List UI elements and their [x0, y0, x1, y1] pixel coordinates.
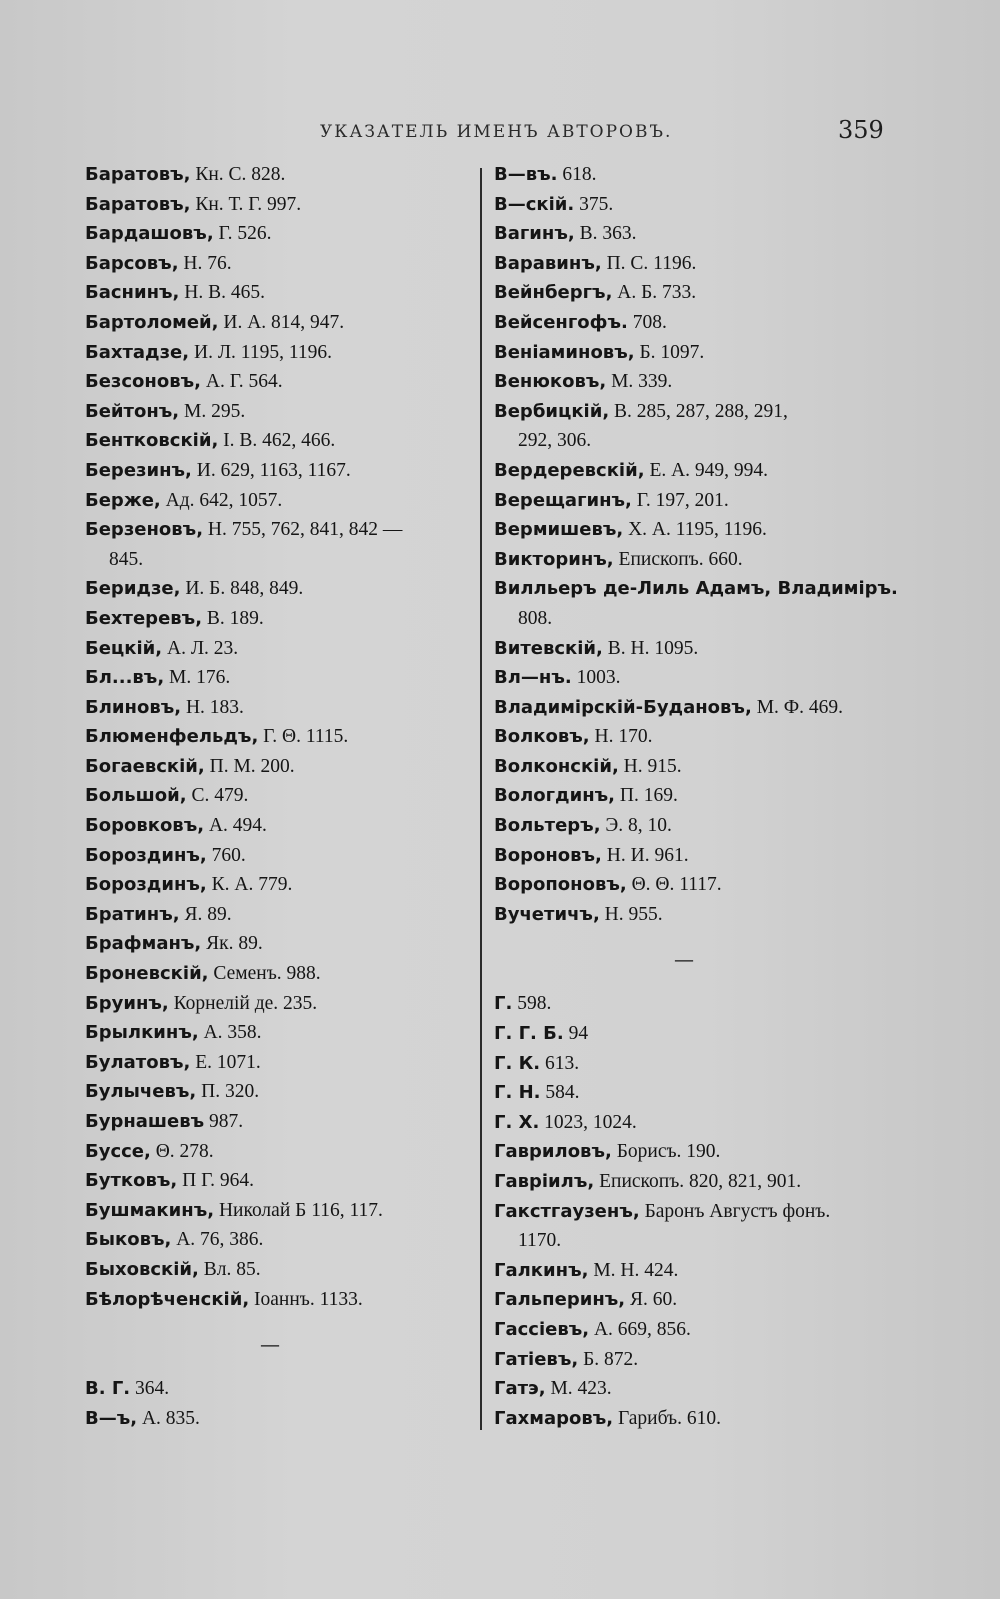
index-entry [494, 456, 914, 486]
author-name: Блюменфельдъ, [85, 726, 259, 748]
author-name: Гальперинъ, [494, 1289, 626, 1311]
entry-continuation: 808. [518, 607, 553, 629]
index-entry [85, 663, 480, 693]
entry-continuation: 292, 306. [518, 430, 592, 452]
author-name: Булычевъ, [85, 1081, 197, 1103]
page-references: М. 176. [164, 667, 231, 689]
page-references: 364. [130, 1378, 170, 1400]
page-references: С. 479. [186, 785, 249, 807]
page-references: Ад. 642, 1057. [160, 489, 283, 511]
index-entry [494, 367, 914, 397]
page-references: 1023, 1024. [539, 1111, 637, 1133]
author-name: Владимірскій-Будановъ, [494, 696, 752, 718]
page-references: Николай Б 116, 117. [214, 1199, 383, 1221]
author-name: В—въ. [494, 164, 558, 185]
index-entry [494, 663, 914, 693]
index-entry [494, 308, 914, 338]
author-name: Вологдинъ, [494, 785, 615, 807]
author-name: Большой, [85, 785, 187, 807]
page-references: Епископъ. 660. [613, 548, 743, 570]
index-entry [494, 989, 914, 1019]
page-references: П. М. 200. [204, 755, 295, 777]
right-column [494, 160, 914, 1433]
index-entry [85, 249, 480, 279]
page-references: І. В. 462, 466. [218, 430, 336, 452]
author-name: Безсоновъ, [85, 371, 201, 393]
index-entry [494, 574, 914, 604]
author-name: Вердеревскій, [494, 459, 645, 481]
page-references: А. 835. [137, 1407, 200, 1429]
page-references: П. С. 1196. [601, 252, 697, 274]
index-entry [85, 634, 480, 664]
page-references: 1003. [571, 667, 621, 689]
author-name: Барсовъ, [85, 252, 179, 274]
page-references: Е. А. 949, 994. [644, 459, 769, 481]
author-name: Бейтонъ, [85, 400, 180, 422]
index-entry [494, 1256, 914, 1286]
page-references: А. 358. [198, 1022, 262, 1044]
index-entry [494, 1019, 914, 1049]
author-name: Братинъ, [85, 903, 180, 925]
author-name: Гассіевъ, [494, 1318, 590, 1340]
index-entry [494, 634, 914, 664]
page-header [0, 116, 1000, 150]
index-entry [85, 1255, 480, 1285]
index-entry [85, 1196, 480, 1226]
page-references: 618. [557, 164, 597, 185]
index-entry [85, 604, 480, 634]
index-entry [494, 1137, 914, 1167]
page-references: А. Л. 23. [162, 637, 239, 659]
index-entry [85, 1225, 480, 1255]
author-name: Бѣлорѣченскій, [85, 1288, 250, 1310]
author-name: Г. Н. [494, 1082, 541, 1104]
index-entry [494, 1404, 914, 1434]
index-entry [494, 278, 914, 308]
page-references: К. А. 779. [206, 874, 293, 896]
page-references: А. 669, 856. [589, 1318, 691, 1340]
index-entry [494, 1078, 914, 1108]
entry-continuation: 845. [109, 548, 144, 570]
index-entry [85, 811, 480, 841]
author-name: Бехтеревъ, [85, 607, 203, 629]
author-name: Буссе, [85, 1140, 151, 1162]
index-entry [494, 752, 914, 782]
index-entry [494, 900, 914, 930]
index-entry [494, 1197, 914, 1227]
index-entry [85, 515, 480, 545]
author-name: Брылкинъ, [85, 1022, 199, 1044]
index-entry [85, 929, 480, 959]
page-references: Гарибъ. 610. [613, 1407, 721, 1429]
index-entry [85, 1107, 480, 1137]
index-entry [494, 160, 914, 190]
page-references: Г. 526. [213, 223, 272, 245]
author-name: Баратовъ, [85, 164, 191, 185]
page-references: В. 285, 287, 288, 291, [609, 400, 788, 422]
index-entry [85, 190, 480, 220]
page-references: 584. [540, 1082, 580, 1104]
author-name: Вербицкій, [494, 400, 610, 422]
page-references: М. Ф. 469. [751, 696, 844, 718]
section-separator: — [674, 947, 694, 972]
author-name: Вольтеръ, [494, 815, 601, 837]
page-references: Як. 89. [201, 933, 263, 955]
index-entry [494, 841, 914, 871]
author-name: Вермишевъ, [494, 519, 624, 541]
column-divider [480, 168, 482, 1430]
page-references: П. 169. [615, 785, 678, 807]
page-references: Н. 76. [178, 252, 232, 274]
author-name: Вороновъ, [494, 844, 602, 866]
author-name: Баснинъ, [85, 282, 180, 304]
index-entry [494, 781, 914, 811]
index-entry [494, 870, 914, 900]
page-references: В. 363. [574, 223, 637, 245]
page-references: И. Л. 1195, 1196. [189, 341, 332, 363]
page-references: А. 76, 386. [171, 1229, 264, 1251]
index-entry [494, 486, 914, 516]
author-name: Венюковъ, [494, 371, 607, 393]
author-name: В—ъ, [85, 1407, 138, 1429]
author-name: В—скій. [494, 193, 575, 215]
author-name: Бороздинъ, [85, 874, 207, 896]
page-references: Борисъ. 190. [611, 1141, 721, 1163]
page-references: Б. 872. [578, 1348, 639, 1370]
author-name: Веніаминовъ, [494, 341, 635, 363]
page-references: М. 423. [545, 1378, 612, 1400]
author-name: Бардашовъ, [85, 223, 214, 245]
page-references: Н. 915. [618, 755, 682, 777]
page-references: И. 629, 1163, 1167. [191, 459, 351, 481]
index-entry [85, 426, 480, 456]
page-references: Баронъ Августъ фонъ. [639, 1200, 831, 1222]
page-references: А. Б. 733. [612, 282, 697, 304]
author-name: Бруинъ, [85, 992, 169, 1014]
page-references: Х. А. 1195, 1196. [623, 519, 767, 541]
page-references: Н. 955. [599, 903, 663, 925]
author-name: Богаевскій, [85, 755, 205, 777]
index-entry [85, 1048, 480, 1078]
author-name: Бахтадзе, [85, 341, 190, 363]
author-name: Брафманъ, [85, 933, 202, 955]
page-number: 359 [838, 116, 884, 144]
index-entry [494, 1315, 914, 1345]
page-references: А. Г. 564. [200, 371, 283, 393]
author-name: Гахмаровъ, [494, 1407, 614, 1429]
page-references: Семенъ. 988. [208, 963, 321, 985]
page-references: И. Б. 848, 849. [180, 578, 304, 600]
author-name: Боровковъ, [85, 815, 205, 837]
page-references: Іоаннъ. 1133. [249, 1288, 363, 1310]
author-name: Бартоломей, [85, 311, 219, 333]
author-name: Берже, [85, 489, 161, 511]
page-references: Г. 197, 201. [631, 489, 729, 511]
index-entry [85, 1166, 480, 1196]
index-entry [85, 752, 480, 782]
author-name: Гатэ, [494, 1378, 546, 1400]
index-entry [85, 989, 480, 1019]
page-references: Я. 60. [625, 1289, 678, 1311]
index-entry [494, 190, 914, 220]
author-name: В. Г. [85, 1378, 131, 1400]
page-references: Н. 755, 762, 841, 842 — [203, 519, 403, 541]
page-references: 94 [563, 1023, 589, 1045]
author-name: Бл...въ, [85, 667, 165, 689]
page-references: 613. [540, 1052, 580, 1074]
page-references: 375. [574, 193, 614, 215]
author-name: Гавріилъ, [494, 1171, 595, 1192]
page-references: 760. [206, 844, 246, 866]
page-references: Н. 170. [589, 726, 653, 748]
index-entry [494, 1167, 914, 1197]
author-name: Березинъ, [85, 459, 192, 481]
entry-continuation: 1170. [518, 1230, 562, 1252]
index-entry [85, 397, 480, 427]
page-references: 598. [512, 993, 552, 1015]
page-references: М. 295. [179, 400, 246, 422]
index-entry [85, 1374, 480, 1404]
author-name: Бурнашевъ [85, 1111, 205, 1132]
index-entry [494, 811, 914, 841]
page-references: Н. 183. [181, 696, 244, 718]
author-name: Берзеновъ, [85, 519, 204, 541]
author-name: Гавриловъ, [494, 1141, 612, 1163]
page-references: Кн. Т. Г. 997. [190, 193, 302, 215]
index-entry [494, 1345, 914, 1375]
index-entry [85, 160, 480, 190]
index-entry [85, 781, 480, 811]
author-name: Гатіевъ, [494, 1348, 579, 1370]
author-name: Вучетичъ, [494, 903, 600, 925]
index-entry [85, 900, 480, 930]
author-name: Вейсенгофъ. [494, 311, 628, 333]
author-name: Блиновъ, [85, 696, 182, 718]
index-entry [85, 722, 480, 752]
author-name: Быховскій, [85, 1258, 199, 1280]
index-entry [494, 1374, 914, 1404]
author-name: Бороздинъ, [85, 844, 207, 866]
index-entry [494, 722, 914, 752]
index-entry [494, 249, 914, 279]
page-references: П. 320. [196, 1081, 260, 1103]
author-name: Варавинъ, [494, 252, 602, 274]
page-references: Корнелій де. 235. [168, 992, 318, 1014]
page-references: Н. В. 465. [179, 282, 265, 304]
page-references: Э. 8, 10. [600, 815, 672, 837]
index-entry [85, 308, 480, 338]
page-references: И. А. 814, 947. [218, 311, 345, 333]
index-entry [85, 367, 480, 397]
index-entry [85, 338, 480, 368]
index-entry [494, 338, 914, 368]
page-references: Б. 1097. [634, 341, 705, 363]
author-name: Гакстгаузенъ, [494, 1200, 640, 1222]
author-name: Вейнбергъ, [494, 282, 613, 304]
index-entry [494, 515, 914, 545]
index-entry [85, 1404, 480, 1434]
index-entry [494, 1108, 914, 1138]
page-references: М. Н. 424. [588, 1259, 679, 1281]
author-name: Бушмакинъ, [85, 1199, 215, 1221]
author-name: Верещагинъ, [494, 489, 632, 511]
index-entry [85, 693, 480, 723]
index-entry [85, 1077, 480, 1107]
page-references: 708. [627, 311, 667, 333]
running-title: УКАЗАТЕЛЬ ИМЕНЪ АВТОРОВЪ. [320, 122, 673, 142]
author-name: Волковъ, [494, 726, 590, 748]
page-references: Кн. С. 828. [190, 164, 286, 185]
author-name: Воропоновъ, [494, 874, 627, 896]
index-entry [494, 1049, 914, 1079]
page-references: Епископъ. 820, 821, 901. [594, 1171, 802, 1192]
author-name: Г. Х. [494, 1111, 540, 1133]
author-name: Баратовъ, [85, 193, 191, 215]
page-references: М. 339. [606, 371, 673, 393]
index-entry [85, 574, 480, 604]
page-references: Θ. 278. [150, 1140, 214, 1162]
index-entry [494, 397, 914, 427]
author-name: Викторинъ, [494, 548, 614, 570]
section-separator: — [260, 1332, 280, 1357]
author-name: Г. К. [494, 1052, 541, 1074]
index-entry [85, 959, 480, 989]
index-entry [85, 1137, 480, 1167]
page-references: Вл. 85. [198, 1258, 261, 1280]
author-name: Вилльеръ де-Лиль Адамъ, Владиміръ. [494, 578, 898, 600]
page-references: В. Н. 1095. [602, 637, 699, 659]
author-name: Г. [494, 993, 513, 1015]
left-column [85, 160, 480, 1433]
index-entry [85, 486, 480, 516]
page-references: Н. И. 961. [601, 844, 689, 866]
author-name: Беридзе, [85, 578, 181, 600]
index-entry [494, 1285, 914, 1315]
page-references: В. 189. [202, 607, 264, 629]
index-entry [85, 1018, 480, 1048]
author-name: Булатовъ, [85, 1051, 191, 1073]
author-name: Быковъ, [85, 1229, 172, 1251]
index-entry [85, 870, 480, 900]
page-references: Г. Θ. 1115. [258, 726, 349, 748]
author-name: Вл—нъ. [494, 667, 572, 689]
author-name: Бецкій, [85, 637, 163, 659]
index-entry [85, 456, 480, 486]
page-references: А. 494. [204, 815, 267, 837]
author-name: Броневскій, [85, 963, 209, 985]
author-name: Бентковскій, [85, 430, 219, 452]
page-references: Е. 1071. [190, 1051, 261, 1073]
author-name: Вагинъ, [494, 223, 575, 245]
page-references: Я. 89. [179, 903, 232, 925]
index-entry [494, 693, 914, 723]
page-references: П Г. 964. [177, 1170, 255, 1192]
index-entry [85, 1285, 480, 1315]
author-name: Бутковъ, [85, 1170, 178, 1192]
author-name: Г. Г. Б. [494, 1023, 564, 1045]
index-entry [85, 841, 480, 871]
page-references: 987. [204, 1111, 244, 1132]
author-name: Витевскій, [494, 637, 603, 659]
author-name: Галкинъ, [494, 1259, 589, 1281]
index-entry [494, 219, 914, 249]
index-entry [494, 545, 914, 575]
author-name: Волконскій, [494, 755, 619, 777]
index-entry [85, 278, 480, 308]
page-references: Θ. Θ. 1117. [626, 874, 722, 896]
index-entry [85, 219, 480, 249]
